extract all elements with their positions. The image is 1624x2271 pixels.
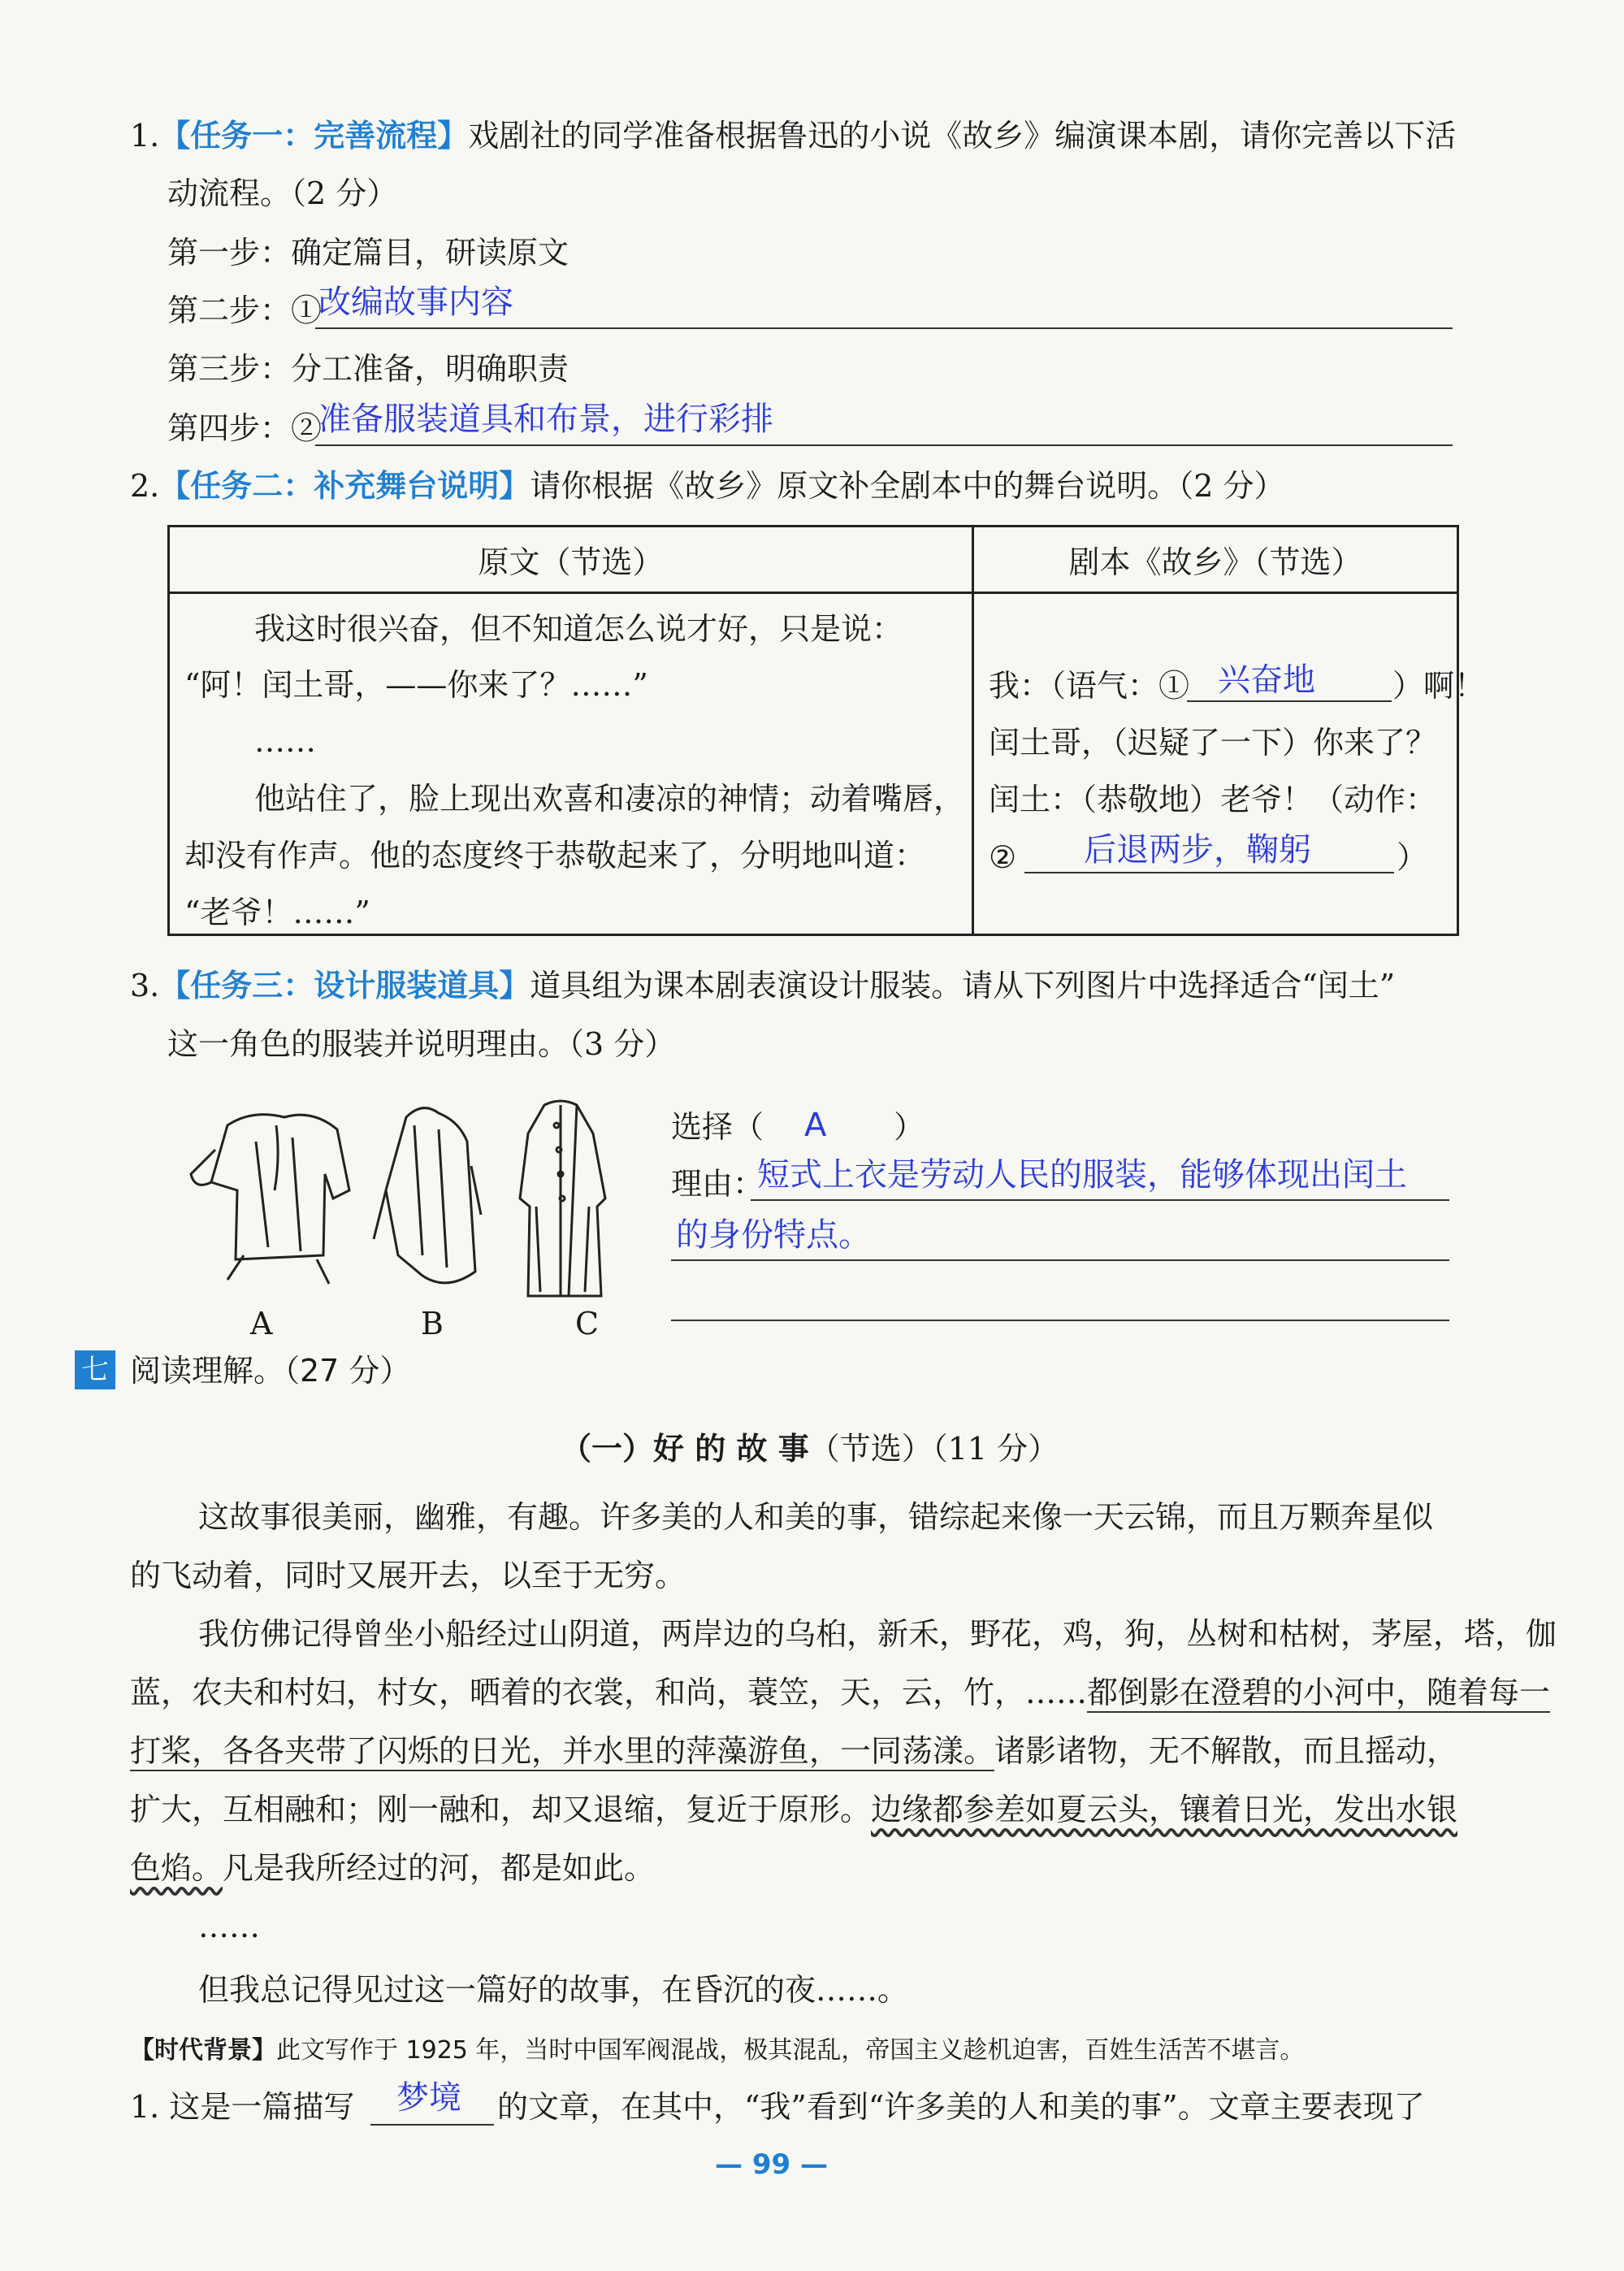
q3-choose-answer: A [804,1107,827,1144]
passage-p3: 但我总记得见过这一篇好的故事，在昏沉的夜……。 [198,1972,909,2008]
q1-step2-answer: 改编故事内容 [318,284,513,321]
q3-reason-label: 理由： [671,1166,764,1202]
passage-p2-line5-plain: 凡是我所经过的河，都是如此。 [223,1850,656,1886]
passage-p2-line4-plain: 扩大，互相融和；刚一融和，却又退缩，复近于原形。 [130,1792,872,1827]
q1-step4-answer: 准备服装道具和布景，进行彩排 [318,401,773,438]
q1-step1: 第一步：确定篇目，研读原文 [167,235,569,271]
q2-task-tag: 【任务二：补充舞台说明】 [159,468,531,504]
q1-text: 戏剧社的同学准备根据鲁迅的小说《故乡》编演课本剧，请你完善以下活 [468,118,1457,154]
orig-line: “老爷！……” [184,895,370,930]
q3-choose-prefix: 选择（ [671,1109,764,1145]
reading-q1-underline [370,2124,494,2126]
script-line4-prefix: ② [989,839,1017,875]
script-line1-prefix: 我：（语气：① [989,668,1190,704]
passage-underlined-sentence-end: 打桨，各各夹带了闪烁的日光，并水里的萍藻游鱼，一同荡漾。 [130,1733,995,1769]
script-line2: 闰土哥，（迟疑了一下）你来了？ [989,725,1437,761]
q3-text-cont: 这一角色的服装并说明理由。（3 分） [167,1026,676,1062]
costume-c-long-gown-icon [520,1101,605,1296]
script-answer-action: 后退两步，鞠躬 [1084,831,1311,869]
script-text-cell [973,593,1486,935]
q2-text: 请你根据《故乡》原文补全剧本中的舞台说明。（2 分） [530,468,1285,504]
q3-line1 [130,965,1395,1006]
costume-label-a: A [250,1306,273,1341]
q1-step4-label: 第四步：② [167,410,323,446]
background-note-text: 此文写作于 1925 年，当时中国军阀混战，极其混乱，帝国主义趁机迫害，百姓生活苦不堪言。 [276,2036,1305,2065]
table-header-original: 原文（节选） [169,527,973,593]
table-header-script: 剧本《故乡》（节选） [973,527,1458,593]
reading-q1-prefix: 1. 这是一篇描写 [130,2089,355,2125]
passage-p2-line1: 我仿佛记得曾坐小船经过山阴道，两岸边的乌桕，新禾，野花，鸡，狗，丛树和枯树，茅屋，塔，伽 [198,1616,1557,1652]
passage-title [561,1428,1059,1469]
passage-p2-line3-plain: 诸影诸物，无不解散，而且摇动， [994,1733,1458,1769]
q1-step2-underline [315,327,1453,329]
script-line1-suffix: ）啊！ [1392,668,1486,704]
script-action-underline [1024,872,1394,873]
passage-title-main: （一）好 的 故 事 [561,1431,809,1467]
section-7-title: 阅读理解。（27 分） [130,1353,411,1389]
passage-title-note: （节选）（11 分） [808,1431,1059,1467]
passage-p2-line2 [130,1672,1550,1713]
q3-reason-underline-2 [671,1259,1449,1261]
orig-line: …… [254,723,316,759]
background-note-tag: 【时代背景】 [130,2036,276,2065]
passage-underlined-sentence-start: 都倒影在澄碧的小河中，随着每一 [1087,1675,1551,1710]
q1-step3: 第三步：分工准备，明确职责 [167,351,569,387]
q3-reason-underline-3 [671,1320,1449,1321]
q3-choose-suffix: ） [894,1109,925,1145]
q1-step2-label: 第二步：① [167,293,323,328]
passage-p2-line3 [130,1731,1457,1771]
script-tone-underline [1187,700,1392,702]
q1-text-cont: 动流程。（2 分） [167,176,398,211]
reading-q1-suffix: 的文章，在其中，“我”看到“许多美的人和美的事”。文章主要表现了 [497,2089,1425,2125]
costume-illustrations [179,1093,634,1304]
script-line4-suffix: ） [1397,839,1428,875]
q1-line1 [130,115,1456,156]
section-7-badge: 七 [75,1350,115,1389]
passage-wavy-sentence-end: 色焰。 [130,1850,223,1886]
original-text-cell [169,593,973,935]
q2-number: 2. [130,468,160,504]
orig-line: 他站住了，脸上现出欢喜和凄凉的神情；动着嘴唇， [254,781,965,817]
costume-b-long-robe-icon [374,1108,481,1283]
passage-p1-line1: 这故事很美丽，幽雅，有趣。许多美的人和美的事，错综起来像一天云锦，而且万颗奔星似 [198,1499,1434,1535]
orig-line: “阿！闰土哥，——你来了？……” [184,667,648,703]
reading-q1-answer: 梦境 [396,2079,461,2117]
costume-label-b: B [421,1306,444,1341]
passage-p2-line4 [130,1789,1457,1830]
script-answer-tone: 兴奋地 [1218,661,1315,699]
q1-number: 1. [130,118,160,154]
q2-line1 [130,466,1285,506]
background-note [130,2033,1304,2072]
drama-comparison-table [167,525,1486,936]
script-line3: 闰土：（恭敬地）老爷！（动作： [989,782,1437,817]
costume-a-short-jacket-icon [191,1115,349,1284]
page-number: — 99 — [715,2148,828,2181]
passage-p2-line2-plain: 蓝，农夫和村妇，村女，晒着的衣裳，和尚，蓑笠，天，云，竹，…… [130,1675,1088,1710]
q3-reason-answer-line2: 的身份特点。 [676,1216,871,1254]
costume-label-c: C [575,1306,600,1341]
q1-task-tag: 【任务一：完善流程】 [159,118,469,154]
orig-line: 却没有作声。他的态度终于恭敬起来了，分明地叫道： [184,838,926,873]
q3-number: 3. [130,968,160,1003]
passage-p1-line2: 的飞动着，同时又展开去，以至于无穷。 [130,1558,686,1593]
q3-reason-underline-1 [751,1199,1449,1201]
orig-line: 我这时很兴奋，但不知道怎么说才好，只是说： [254,611,903,647]
q1-step4-underline [315,444,1453,446]
passage-wavy-sentence-start: 边缘都参差如夏云头，镶着日光，发出水银 [871,1792,1458,1827]
q3-task-tag: 【任务三：设计服装道具】 [159,968,531,1003]
q3-text: 道具组为课本剧表演设计服装。请从下列图片中选择适合“闰土” [530,968,1396,1003]
passage-p2-line5 [130,1848,655,1888]
q3-reason-answer-line1: 短式上衣是劳动人民的服装，能够体现出闰土 [757,1156,1407,1194]
passage-ellipsis: …… [198,1909,260,1944]
